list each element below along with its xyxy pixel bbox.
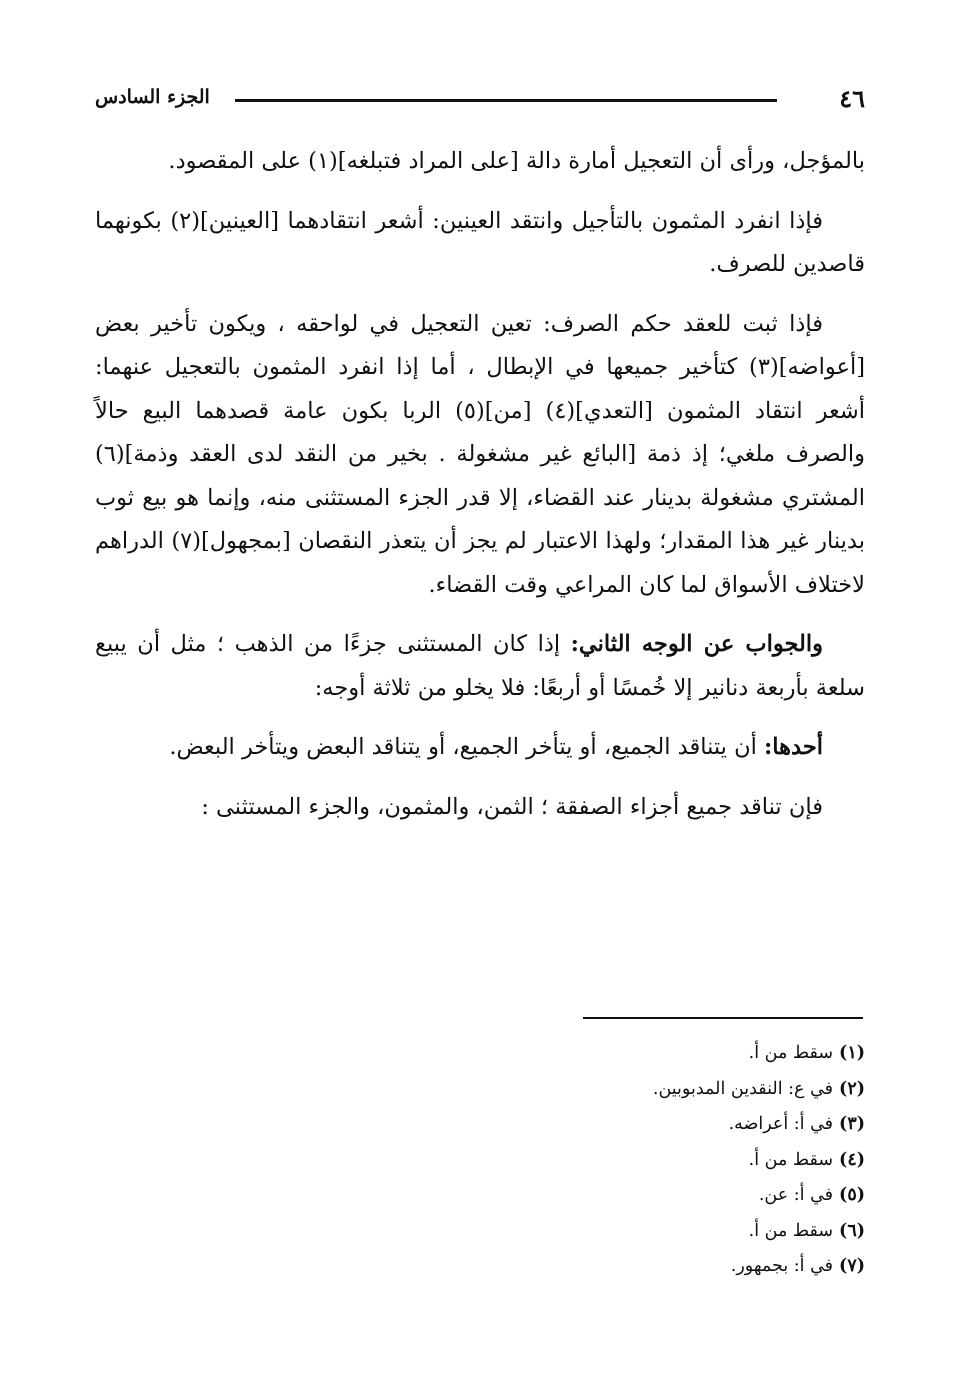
paragraph-2: فإذا انفرد المثمون بالتأجيل وانتقد العينين: أشعر انتقادهما [العينين](٢) بكونهما قاصدين للصرف. [95,207,865,277]
paragraph-4-lead: والجواب عن الوجه الثاني: [570,631,823,657]
paragraph-1: بالمؤجل، ورأى أن التعجيل أمارة دالة [على المراد فتبلغه](١) على المقصود. [168,148,865,174]
footnote-separator [583,1017,863,1019]
footnote-number: (٦) [839,1220,865,1241]
body-text [95,140,865,845]
footnote-1 [95,1036,865,1072]
page-header [95,84,865,120]
footnotes [95,1036,865,1285]
footnote-4 [95,1143,865,1179]
footnote-number: (٢) [839,1078,865,1099]
paragraph-4 [95,623,865,710]
footnote-2 [95,1072,865,1108]
paragraph-5 [95,726,865,770]
page-number: ٤٦ [839,84,865,113]
header-rule [235,99,777,102]
paragraph-5-lead: أحدها: [764,734,823,760]
paragraph-5-text: أن يتناقد الجميع، أو يتأخر الجميع، أو يتناقد البعض ويتأخر البعض. [169,734,764,760]
paragraph-3: فإذا ثبت للعقد حكم الصرف: تعين التعجيل في لواحقه ، ويكون تأخير بعض [أعواضه](٣) كتأخير جميعها في الإبطال ، أما إذا انفرد المثمون بالتعجيل عنهما: أشعر انتقاد المثمون [التعدي](٤) [من](٥) الربا بكون عامة قصدهما البيع حالاً والصرف ملغي؛ إذ ذمة [البائع غير مشغولة . بخير من النقد لدى العقد وذمة](٦) المشتري مشغولة بدينار عند القضاء، إلا قدر الجزء المستثنى منه، وإنما هو بيع ثوب بدينار غير هذا المقدار؛ ولهذا الاعتبار لم يجز أن يتعذر النقصان [بمجهول](٧) الدراهم لاختلاف الأسواق لما كان المراعي وقت القضاء. [95,310,865,598]
footnote-number: (٥) [839,1185,865,1205]
footnote-3 [95,1107,865,1143]
footnote-text: في أ: بجمهور. [730,1256,834,1276]
footnote-number: (١) [839,1043,865,1063]
footnote-number: (٤) [839,1149,865,1170]
footnote-text: في ع: النقدين المدبوبين. [652,1078,834,1099]
footnote-text: في أ: أعراضه. [728,1114,834,1134]
footnote-6 [95,1214,865,1250]
footnote-text: سقط من أ. [748,1149,834,1170]
footnote-text: سقط من أ. [748,1043,834,1063]
footnote-number: (٣) [839,1114,865,1134]
footnote-text: في أ: عن. [758,1185,834,1205]
paragraph-6: فإن تناقد جميع أجزاء الصفقة ؛ الثمن، والمثمون، والجزء المستثنى : [201,793,823,820]
footnote-7 [95,1249,865,1285]
paragraph-4-text: إذا كان المستثنى جزءًا من الذهب ؛ مثل أن يبيع سلعة بأربعة دنانير إلا خُمسًا أو أربعًا: فلا يخلو من ثلاثة أوجه: [95,631,865,701]
footnote-number: (٧) [839,1256,865,1276]
running-title: الجزء السادس [95,86,210,108]
footnote-5 [95,1178,865,1214]
footnote-text: سقط من أ. [748,1220,834,1241]
